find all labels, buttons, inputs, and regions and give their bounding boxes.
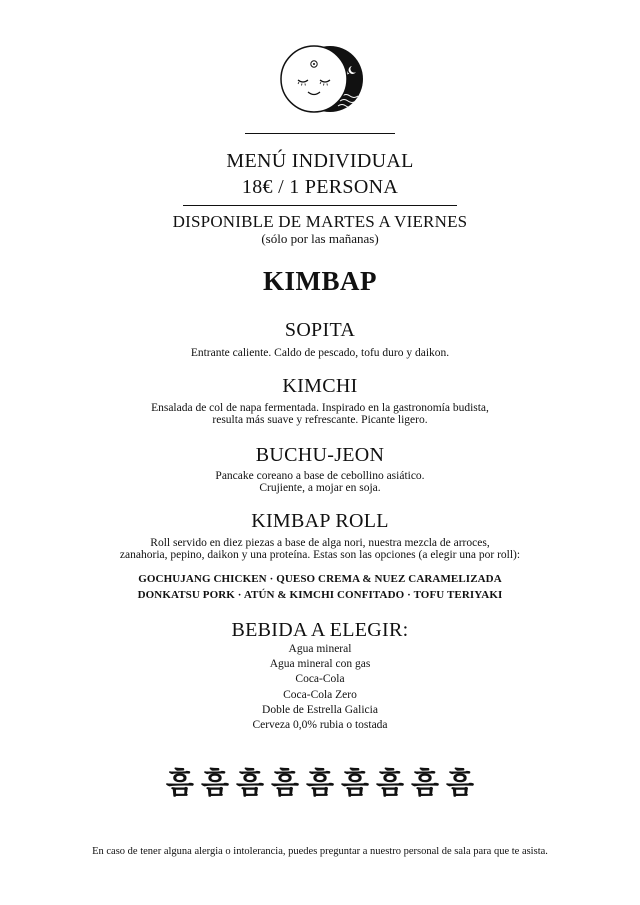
section-title-sopita: SOPITA: [284, 319, 356, 341]
section-desc-kimchi-2: resulta más suave y refrescante. Picante ligero.: [212, 414, 428, 426]
drink-item: Coca-Cola Zero: [283, 688, 357, 701]
section-title-kimbap-roll: KIMBAP ROLL: [251, 510, 389, 532]
hangul-glyph: 흠: [376, 766, 405, 800]
hangul-glyph: 흠: [446, 766, 475, 800]
price-divider: [183, 205, 457, 206]
hangul-decoration: [0, 766, 640, 800]
section-desc-buchu-2: Crujiente, a mojar en soja.: [259, 482, 381, 494]
drink-item: Doble de Estrella Galicia: [262, 703, 378, 716]
hangul-glyph: 흠: [235, 766, 264, 800]
hangul-glyph: 흠: [411, 766, 440, 800]
drink-list: [0, 642, 640, 733]
section-title-buchu: BUCHU-JEON: [255, 444, 385, 466]
hangul-glyph: 흠: [200, 766, 229, 800]
availability-note: (sólo por las mañanas): [261, 231, 379, 246]
sun-moon-logo-icon: [278, 44, 366, 114]
availability-text: DISPONIBLE DE MARTES A VIERNES: [172, 212, 468, 231]
hangul-glyph: 흠: [341, 766, 370, 800]
roll-options-1: GOCHUJANG CHICKEN · QUESO CREMA & NUEZ CARAMELIZADA: [138, 573, 502, 585]
section-desc-kimchi-1: Ensalada de col de napa fermentada. Inspirado en la gastronomía budista,: [151, 402, 489, 414]
drink-item: Coca-Cola: [295, 673, 345, 686]
hangul-glyph: 흠: [270, 766, 299, 800]
menu-title: MENÚ INDIVIDUAL: [226, 150, 414, 172]
section-title-bebida: BEBIDA A ELEGIR:: [231, 619, 409, 641]
drink-item: Agua mineral con gas: [269, 658, 371, 671]
section-desc-sopita: Entrante caliente. Caldo de pescado, tofu duro y daikon.: [190, 347, 450, 359]
allergy-footer-note: En caso de tener alguna alergia o intolerancia, puedes preguntar a nuestro personal de sala para que te asista.: [92, 846, 548, 857]
drink-item: Cerveza 0,0% rubia o tostada: [252, 719, 388, 732]
section-desc-roll-2: zanahoria, pepino, daikon y una proteína. Estas son las opciones (a elegir una por roll):: [119, 549, 521, 561]
top-divider: [245, 133, 395, 134]
drink-item: Agua mineral: [288, 643, 352, 655]
section-desc-buchu-1: Pancake coreano a base de cebollino asiático.: [215, 470, 425, 482]
hangul-glyph: 흠: [305, 766, 334, 800]
section-title-kimchi: KIMCHI: [282, 375, 358, 397]
menu-name: KIMBAP: [263, 266, 377, 296]
menu-price: 18€ / 1 PERSONA: [241, 176, 399, 198]
hangul-glyph: 흠: [165, 766, 194, 800]
roll-options-2: DONKATSU PORK · ATÚN & KIMCHI CONFITADO · TOFU TERIYAKI: [137, 589, 503, 601]
section-desc-roll-1: Roll servido en diez piezas a base de alga nori, nuestra mezcla de arroces,: [150, 537, 490, 549]
